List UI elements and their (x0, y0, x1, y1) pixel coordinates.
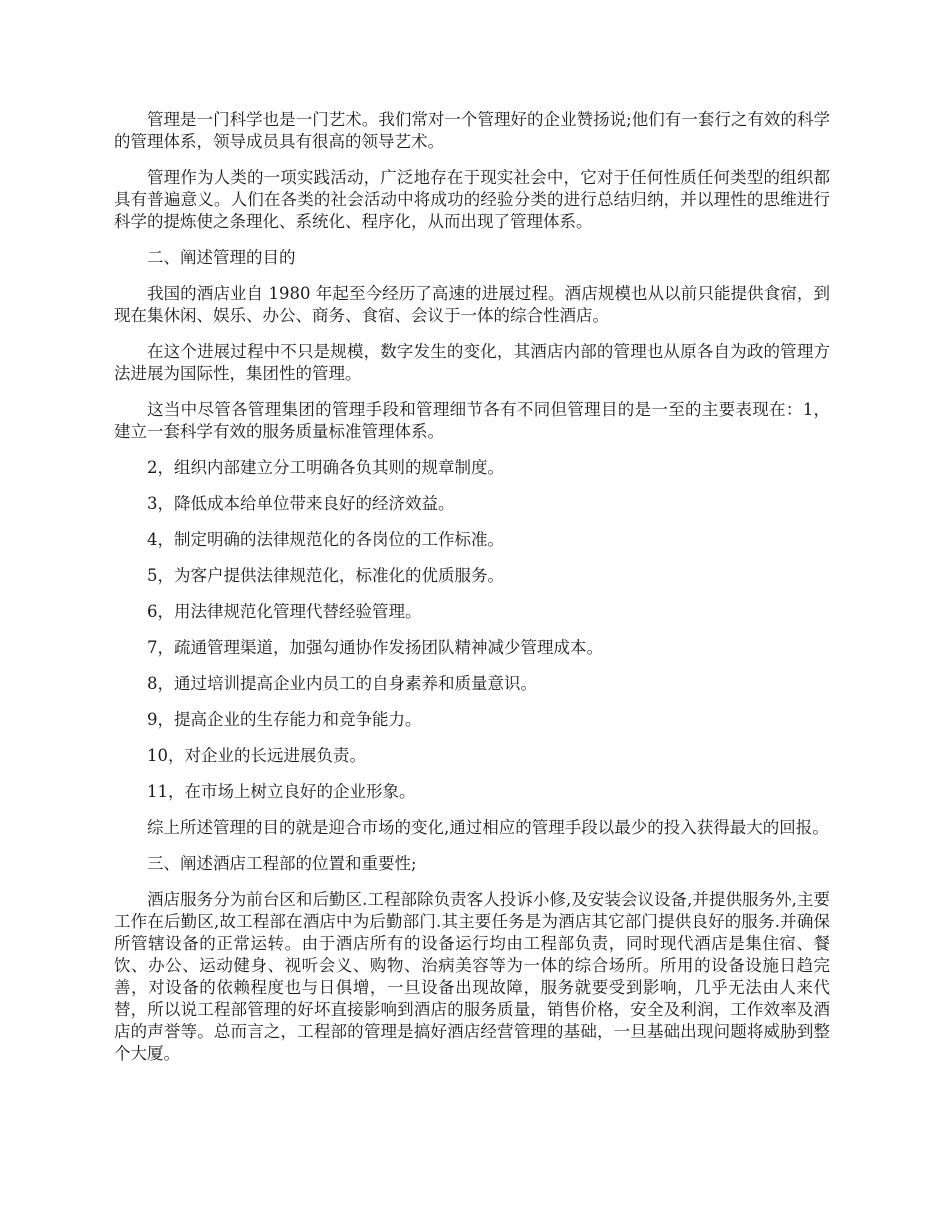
paragraph-engineering-dept: 酒店服务分为前台区和后勤区.工程部除负责客人投诉小修,及安装会议设备,并提供服务外,主要工作在后勤区,故工程部在酒店中为后勤部门.其主要任务是为酒店其它部门提供良好的服务.并确保所管辖设备的正常运转。由于酒店所有的设备运行均由工程部负责，同时现代酒店是集住宿、餐饮、办公、运动健身、视听会义、购物、治病美容等为一体的综合场所。所用的设备设施日趋完善，对设备的依赖程度也与日俱增，一旦设备出现故障，服务就要受到影响，几乎无法由人来代替，所以说工程部管理的好坏直接影响到酒店的服务质量，销售价格，安全及利润，工作效率及酒店的声誉等。总而言之，工程部的管理是搞好酒店经营管理的基础，一旦基础出现问题将威胁到整个大厦。 (114, 890, 830, 1063)
paragraph-intro-1: 管理是一门科学也是一门艺术。我们常对一个管理好的企业赞扬说;他们有一套行之有效的科学的管理体系，领导成员具有很高的领导艺术。 (114, 110, 830, 151)
paragraph-goals-intro: 这当中尽管各管理集团的管理手段和管理细节各有不同但管理目的是一至的主要表现在：1，建立一套科学有效的服务质量标准管理体系。 (114, 400, 830, 441)
list-item-10: 10，对企业的长远进展负责。 (147, 746, 366, 765)
paragraph-intro-2: 管理作为人类的一项实践活动，广泛地存在于现实社会中，它对于任何性质任何类型的组织都具有普遍意义。人们在各类的社会活动中将成功的经验分类的进行总结归纳，并以理性的思维进行科学的提炼使之条理化、系统化、程序化，从而出现了管理体系。 (114, 168, 830, 231)
paragraph-management-change: 在这个进展过程中不只是规模，数字发生的变化，其酒店内部的管理也从原各自为政的管理方法进展为国际性，集团性的管理。 (114, 342, 830, 383)
section-heading-2: 二、阐述管理的目的 (147, 248, 296, 267)
list-item-8: 8，通过培训提高企业内员工的自身素养和质量意识。 (147, 674, 537, 693)
document-body (114, 109, 830, 1079)
list-item-6: 6，用法律规范化管理代替经验管理。 (147, 602, 422, 621)
list-item-9: 9，提高企业的生存能力和竞争能力。 (147, 710, 422, 729)
list-item-11: 11，在市场上树立良好的企业形象。 (147, 782, 416, 801)
paragraph-summary: 综上所述管理的目的就是迎合市场的变化,通过相应的管理手段以最少的投入获得最大的回报。 (147, 818, 829, 837)
list-item-7: 7，疏通管理渠道，加强勾通协作发扬团队精神减少管理成本。 (147, 638, 603, 657)
list-item-5: 5，为客户提供法律规范化，标准化的优质服务。 (147, 566, 504, 585)
list-item-2: 2，组织内部建立分工明确各负其则的规章制度。 (147, 458, 504, 477)
list-item-4: 4，制定明确的法律规范化的各岗位的工作标准。 (147, 530, 504, 549)
section-heading-3: 三、阐述酒店工程部的位置和重要性; (147, 854, 417, 873)
list-item-3: 3，降低成本给单位带来良好的经济效益。 (147, 494, 455, 513)
paragraph-hotel-history: 我国的酒店业自 1980 年起至今经历了高速的进展过程。酒店规模也从以前只能提供食宿，到现在集休闲、娱乐、办公、商务、食宿、会议于一体的综合性酒店。 (114, 284, 830, 325)
